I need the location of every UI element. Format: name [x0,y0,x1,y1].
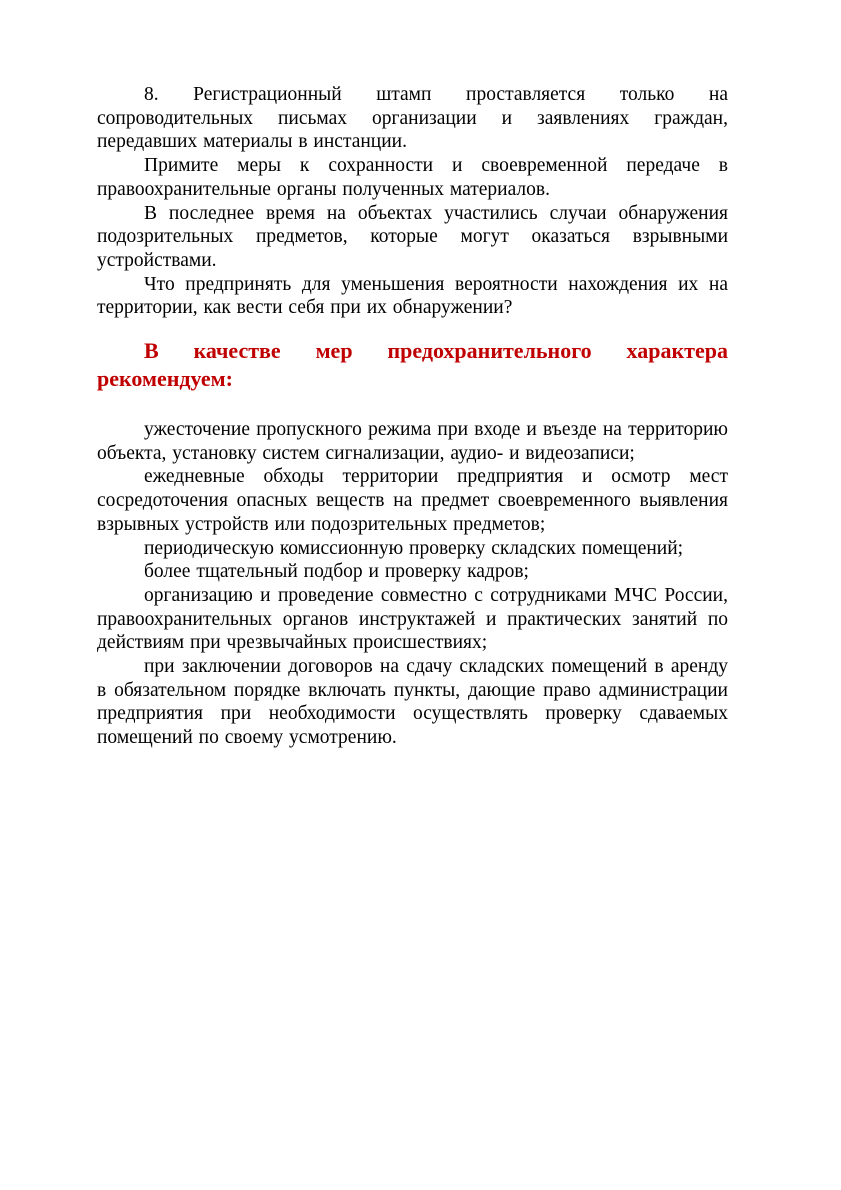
section-heading-recommendations: В качестве мер предохранительного характера рекомендуем: [97,338,728,392]
list-paragraph-lease-contracts: при заключении договоров на сдачу складских помещений в аренду в обязательном порядке включать пункты, дающие право администрации предприятия при необходимости осуществлять проверку сдаваемых помещений по своему усмотрению. [97,656,728,749]
list-paragraph-warehouse-inspection: периодическую комиссионную проверку складских помещений; [144,537,684,559]
paragraph-safekeeping: Примите меры к сохранности и своевременной передаче в правоохранительные органы полученных материалов. [97,155,728,200]
paragraph-question: Что предпринять для уменьшения вероятности нахождения их на территории, как вести себя при их обнаружении? [97,273,728,319]
list-paragraph-daily-rounds: ежедневные обходы территории предприятия и осмотр мест сосредоточения опасных веществ на предмет своевременного выявления взрывных устройств или подозрительных предметов; [97,466,728,535]
list-paragraph-emergency-training: организацию и проведение совместно с сотрудниками МЧС России, правоохранительных органов инструктажей и практических занятий по действиям при чрезвычайных происшествиях; [97,584,728,654]
list-paragraph-personnel-screening: более тщательный подбор и проверку кадров; [144,561,529,583]
paragraph-registration-stamp: 8. Регистрационный штамп проставляется только на сопроводительных письмах организации и заявлениях граждан, передавших материалы в инстанции. [97,84,728,153]
list-paragraph-access-control: ужесточение пропускного режима при входе и въезде на территорию объекта, установку систем сигнализации, аудио- и видеозаписи; [97,419,728,464]
paragraph-suspicious-objects: В последнее время на объектах участились случаи обнаружения подозрительных предметов, которые могут оказаться взрывными устройствами. [97,202,728,271]
